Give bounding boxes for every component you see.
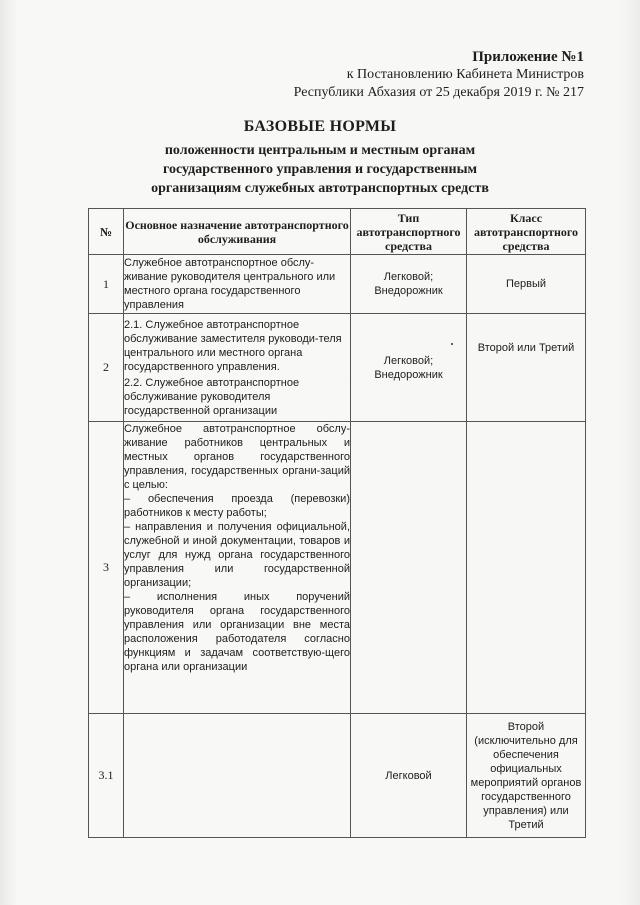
document-heading: БАЗОВЫЕ НОРМЫ [243,118,397,135]
subheading-line-3: организациям служебных автотранспортных средств [151,181,489,196]
header-purpose: Основное назначение автотранспортного обслуживания [124,209,351,255]
row-purpose-part-1: 2.1. Служебное автотранспортное обслуживание заместителя руководи-теля центрального или местного органа государственного управления. [124,318,342,373]
header-type: Тип автотранспортного средства [351,209,467,255]
subheading-line-1: положенности центральным и местным органам [164,143,476,158]
norms-table [88,208,586,838]
row-type: Легковой; Внедорожник [351,255,467,314]
appendix-line-1: к Постановлению Кабинета Министров [346,67,584,82]
subheading-line-2: государственного управления и государственным [162,162,478,177]
appendix-title: Приложение №1 [472,49,584,65]
header-num: № [89,209,124,255]
row-purpose [124,714,351,838]
row-purpose-item-1: – обеспечения проезда (перевозки) работников к месту работы; [124,493,350,519]
row-class: Первый [467,255,586,314]
table-row [89,314,586,422]
row-num: 3.1 [89,714,124,838]
row-purpose-item-3: – исполнения иных поручений руководителя органа государственного управления или организации вне места расположения работодателя согласно функциям и задачам соответствую-щего органа или организации [124,591,350,673]
row-num: 2 [89,314,124,422]
row-class: Второй или Третий [467,314,586,422]
table-header-row [89,209,586,255]
row-class: Второй (исключительно для обеспечения официальных мероприятий органов государственного управления) или Третий [467,714,586,838]
row-type: Легковой; Внедорожник [351,314,467,422]
row-purpose-part-2: 2.2. Служебное автотранспортное обслуживание руководителя государственной организации [124,376,300,417]
row-purpose [124,422,351,714]
row-num: 1 [89,255,124,314]
row-type [351,422,467,714]
row-purpose-intro: Служебное автотранспортное обслу-живание работников центральных и местных органов государственного управления, государственных органи-заций с целью: [124,423,350,491]
table-row [89,422,586,714]
appendix-block [294,48,584,102]
row-type: Легковой [351,714,467,838]
document-subheading [80,141,560,198]
appendix-line-2: Республики Абхазия от 25 декабря 2019 г. № 217 [293,85,584,100]
row-purpose [124,314,351,422]
row-num: 3 [89,422,124,714]
table-row [89,714,586,838]
row-class [467,422,586,714]
header-class: Класс автотранспортного средства [467,209,586,255]
row-purpose-item-2: – направления и получения официальной, служебной и иной документации, товаров и услуг для нужд органа государственного управления или государственной организации; [124,521,350,589]
table-row [89,255,586,314]
row-purpose: Служебное автотранспортное обслу-живание руководителя центрального или местного органа государственного управления [124,255,351,314]
